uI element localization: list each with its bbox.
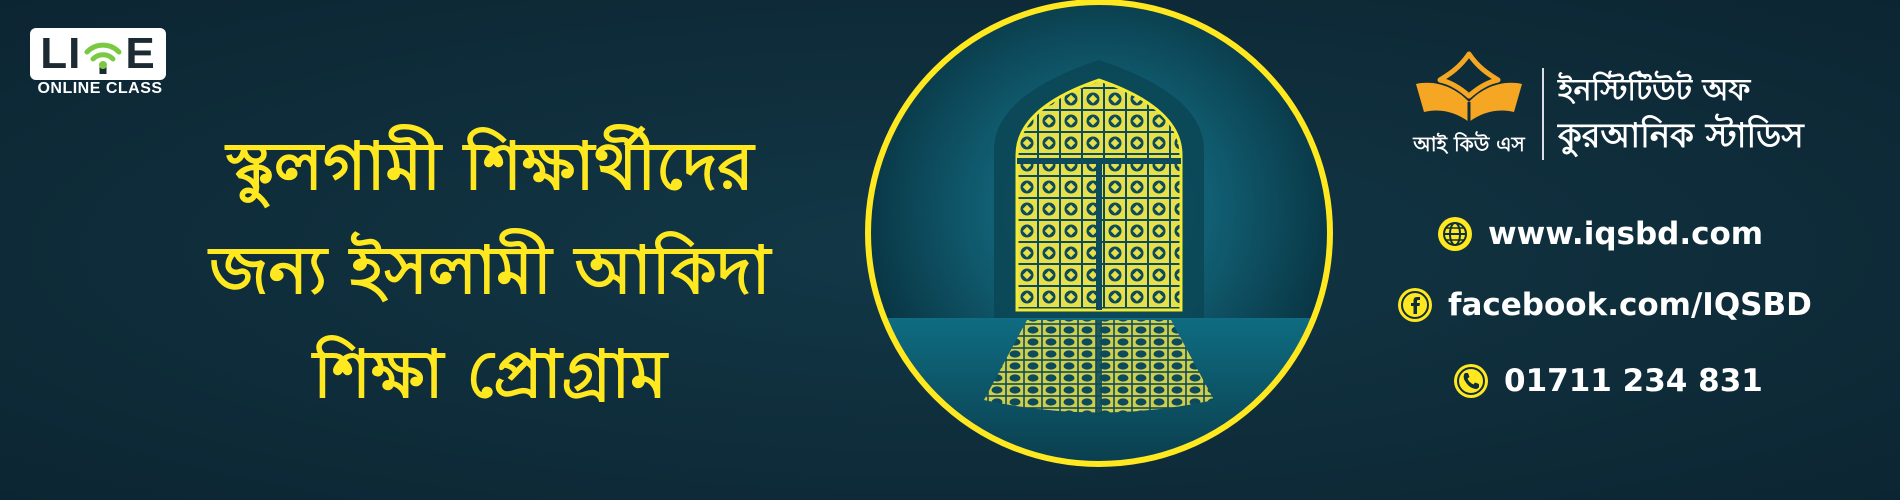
- phone-text[interactable]: 01711 234 831: [1504, 363, 1763, 399]
- mosque-window-illustration: [862, 0, 1337, 470]
- wifi-icon: [83, 32, 123, 76]
- brand-divider: [1542, 68, 1544, 160]
- headline-line-1: স্কুলগামী শিক্ষার্থীদের: [226, 128, 754, 205]
- mosque-window-icon: [862, 0, 1337, 470]
- globe-icon: [1436, 215, 1474, 253]
- headline: [110, 115, 870, 427]
- phone-contact[interactable]: [1452, 361, 1763, 401]
- live-logo-letters-left: LI: [40, 29, 82, 78]
- brand-short-name: আই কিউ এস: [1413, 132, 1525, 156]
- website-contact[interactable]: [1436, 214, 1763, 254]
- headline-line-3: শিক্ষা প্রোগ্রাম: [313, 336, 667, 413]
- live-logo-caption: ONLINE CLASS: [37, 80, 163, 97]
- phone-icon: [1452, 362, 1490, 400]
- facebook-icon: [1396, 286, 1434, 324]
- facebook-text[interactable]: facebook.com/IQSBD: [1448, 287, 1812, 323]
- facebook-contact[interactable]: [1396, 285, 1812, 325]
- website-text[interactable]: www.iqsbd.com: [1488, 216, 1764, 252]
- live-logo-box: [30, 28, 166, 80]
- brand-name-line-1: ইনস্টিটিউট অফ: [1558, 73, 1751, 108]
- brand-name-line-2: কুরআনিক স্টাডিস: [1558, 116, 1804, 156]
- live-logo-letter-right: E: [125, 29, 156, 78]
- headline-line-2: জন্য ইসলামী আকিদা: [209, 232, 771, 309]
- brand-logo: [1410, 50, 1810, 160]
- live-online-class-logo: [30, 28, 170, 98]
